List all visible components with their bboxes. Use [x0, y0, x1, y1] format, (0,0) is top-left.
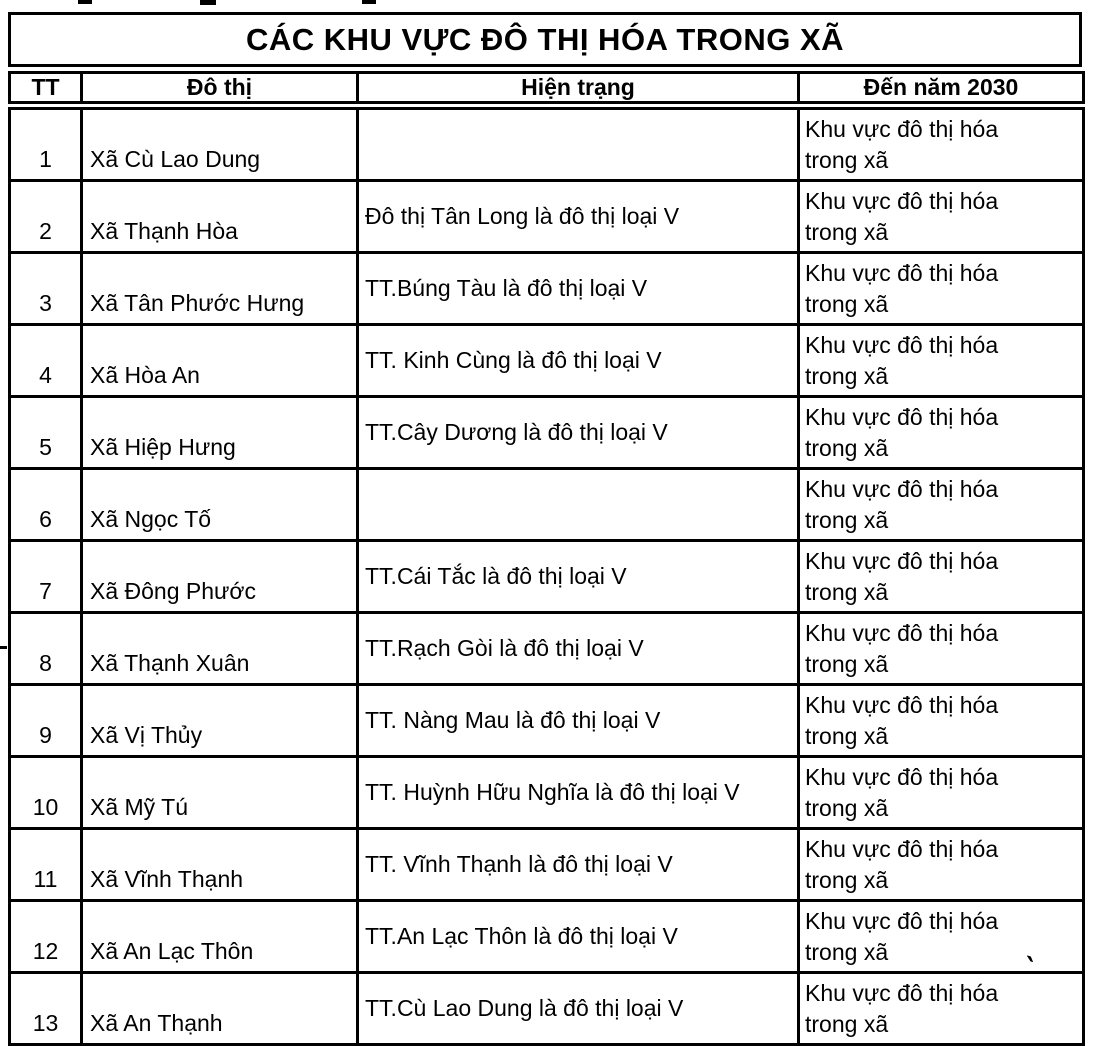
cell-hien-trang: TT.Cù Lao Dung là đô thị loại V: [358, 973, 799, 1045]
cell-do-thi: Xã Mỹ Tú: [82, 757, 358, 829]
cell-do-thi: Xã Đông Phước: [82, 541, 358, 613]
den-nam-line1: Khu vực đô thị hóa: [805, 475, 999, 502]
cell-hien-trang: TT.Cây Dương là đô thị loại V: [358, 397, 799, 469]
cell-hien-trang: TT. Nàng Mau là đô thị loại V: [358, 685, 799, 757]
den-nam-line1: Khu vực đô thị hóa: [805, 835, 999, 862]
cell-stt: 12: [10, 901, 82, 973]
cell-den-nam-2030: [799, 541, 1084, 613]
cell-hien-trang: TT. Huỳnh Hữu Nghĩa là đô thị loại V: [358, 757, 799, 829]
cell-hien-trang: [358, 109, 799, 181]
den-nam-line1: Khu vực đô thị hóa: [805, 187, 999, 214]
cell-do-thi: Xã Thạnh Xuân: [82, 613, 358, 685]
stray-apostrophe-mark: `: [1017, 951, 1038, 986]
den-nam-line2: trong xã: [805, 866, 889, 893]
den-nam-line1: Khu vực đô thị hóa: [805, 979, 999, 1006]
table-header: [8, 71, 1085, 104]
cell-den-nam-2030: [799, 253, 1084, 325]
cell-do-thi: Xã Ngọc Tố: [82, 469, 358, 541]
table-title-text: CÁC KHU VỰC ĐÔ THỊ HÓA TRONG XÃ: [245, 21, 845, 57]
cell-den-nam-2030: [799, 829, 1084, 901]
cell-do-thi: Xã An Thạnh: [82, 973, 358, 1045]
den-nam-line2: trong xã: [805, 146, 889, 173]
cell-hien-trang: TT.An Lạc Thôn là đô thị loại V: [358, 901, 799, 973]
den-nam-line1: Khu vực đô thị hóa: [805, 115, 999, 142]
table-row: [10, 325, 1084, 397]
table-row: [10, 253, 1084, 325]
cell-stt: 5: [10, 397, 82, 469]
cell-den-nam-2030: [799, 181, 1084, 253]
cell-den-nam-2030: [799, 901, 1084, 973]
cell-den-nam-2030: [799, 613, 1084, 685]
cell-den-nam-2030: [799, 757, 1084, 829]
cell-stt: 1: [10, 109, 82, 181]
cell-stt: 7: [10, 541, 82, 613]
table-row: [10, 685, 1084, 757]
stray-scan-mark: [362, 0, 376, 4]
header-den-nam-2030: Đến năm 2030: [799, 73, 1084, 103]
cell-stt: 9: [10, 685, 82, 757]
cell-den-nam-2030: [799, 109, 1084, 181]
den-nam-line2: trong xã: [805, 362, 889, 389]
cell-stt: 4: [10, 325, 82, 397]
cell-hien-trang: Đô thị Tân Long là đô thị loại V: [358, 181, 799, 253]
table-row: [10, 469, 1084, 541]
cell-hien-trang: TT.Cái Tắc là đô thị loại V: [358, 541, 799, 613]
cell-den-nam-2030: [799, 685, 1084, 757]
den-nam-line2: trong xã: [805, 650, 889, 677]
cell-do-thi: Xã Vị Thủy: [82, 685, 358, 757]
den-nam-line2: trong xã: [805, 794, 889, 821]
stray-scan-mark: [78, 0, 92, 4]
cell-den-nam-2030: [799, 397, 1084, 469]
den-nam-line2: trong xã: [805, 434, 889, 461]
header-row: [10, 73, 1084, 103]
urbanization-table: [8, 12, 1082, 1046]
den-nam-line1: Khu vực đô thị hóa: [805, 259, 999, 286]
cell-stt: 2: [10, 181, 82, 253]
header-do-thi: Đô thị: [82, 73, 358, 103]
cell-den-nam-2030: [799, 469, 1084, 541]
cell-hien-trang: [358, 469, 799, 541]
cell-stt: 13: [10, 973, 82, 1045]
cell-stt: 8: [10, 613, 82, 685]
den-nam-line1: Khu vực đô thị hóa: [805, 907, 999, 934]
cell-stt: 11: [10, 829, 82, 901]
table-row: [10, 973, 1084, 1045]
table-row: [10, 397, 1084, 469]
cell-hien-trang: TT.Búng Tàu là đô thị loại V: [358, 253, 799, 325]
stray-scan-mark: [200, 0, 216, 5]
cell-hien-trang: TT. Kinh Cùng là đô thị loại V: [358, 325, 799, 397]
stray-tick-mark: [0, 646, 7, 649]
den-nam-line1: Khu vực đô thị hóa: [805, 619, 999, 646]
table-row: [10, 181, 1084, 253]
cell-den-nam-2030: [799, 325, 1084, 397]
cell-hien-trang: TT. Vĩnh Thạnh là đô thị loại V: [358, 829, 799, 901]
den-nam-line1: Khu vực đô thị hóa: [805, 331, 999, 358]
header-hien-trang: Hiện trạng: [358, 73, 799, 103]
table-row: [10, 829, 1084, 901]
cell-do-thi: Xã Hòa An: [82, 325, 358, 397]
cell-do-thi: Xã Cù Lao Dung: [82, 109, 358, 181]
table-body: [8, 107, 1085, 1046]
cell-do-thi: Xã An Lạc Thôn: [82, 901, 358, 973]
table-row: [10, 901, 1084, 973]
cell-hien-trang: TT.Rạch Gòi là đô thị loại V: [358, 613, 799, 685]
table-row: [10, 757, 1084, 829]
cell-do-thi: Xã Vĩnh Thạnh: [82, 829, 358, 901]
den-nam-line2: trong xã: [805, 290, 889, 317]
cell-stt: 6: [10, 469, 82, 541]
cell-do-thi: Xã Hiệp Hưng: [82, 397, 358, 469]
den-nam-line2: trong xã: [805, 578, 889, 605]
den-nam-line2: trong xã: [805, 506, 889, 533]
table-row: [10, 109, 1084, 181]
table-title: [8, 12, 1082, 67]
den-nam-line1: Khu vực đô thị hóa: [805, 763, 999, 790]
cell-do-thi: Xã Tân Phước Hưng: [82, 253, 358, 325]
den-nam-line1: Khu vực đô thị hóa: [805, 691, 999, 718]
table-row: [10, 613, 1084, 685]
table-row: [10, 541, 1084, 613]
den-nam-line2: trong xã: [805, 1010, 889, 1037]
den-nam-line2: trong xã: [805, 218, 889, 245]
den-nam-line2: trong xã: [805, 938, 889, 965]
cell-stt: 10: [10, 757, 82, 829]
cell-den-nam-2030: [799, 973, 1084, 1045]
den-nam-line2: trong xã: [805, 722, 889, 749]
cell-stt: 3: [10, 253, 82, 325]
header-tt: TT: [10, 73, 82, 103]
den-nam-line1: Khu vực đô thị hóa: [805, 547, 999, 574]
den-nam-line1: Khu vực đô thị hóa: [805, 403, 999, 430]
cell-do-thi: Xã Thạnh Hòa: [82, 181, 358, 253]
